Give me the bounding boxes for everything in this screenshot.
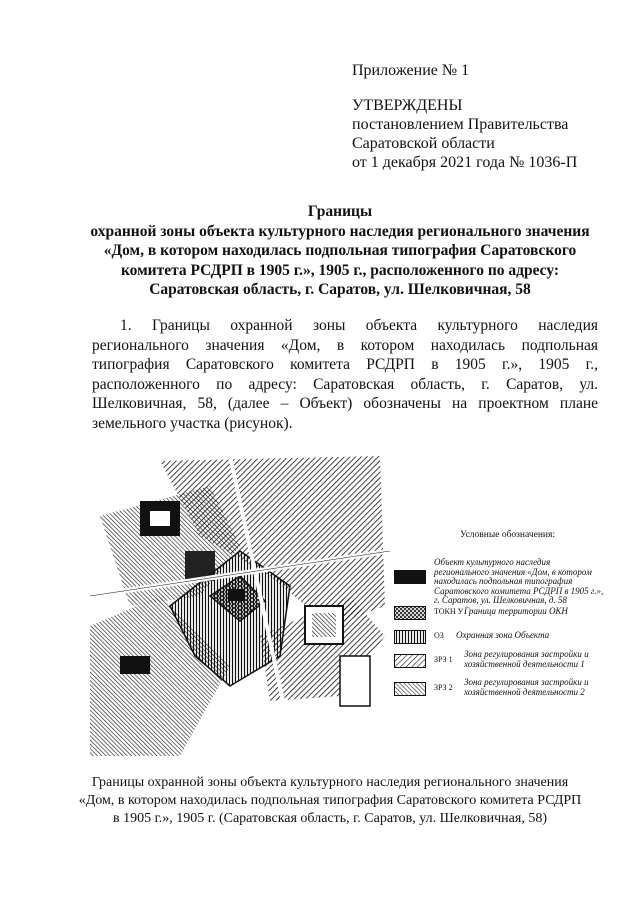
legend-code: ЗРЗ 2 (434, 683, 453, 692)
caption-line: в 1905 г.», 1905 г. (Саратовская область, г. Саратов, ул. Шелковичная, 58) (113, 811, 547, 826)
approval-line: УТВЕРЖДЕНЫ (352, 97, 463, 114)
title-line: комитета РСДРП в 1905 г.», 1905 г., расположенного по адресу: (120, 261, 560, 279)
paragraph-1: 1. Границы охранной зоны объекта культурного наследия регионального значения «Дом, в котором находилась подпольная типография Саратовского комитета РСДРП в 1905 г.», 1905 г., расположенного по адресу: Саратовская область, г. Саратов, ул. Шелковичная, 58, (далее – Объект) обозначены на проектном плане земельного участка (рисунок). (92, 317, 598, 432)
legend-swatch-cross (394, 606, 426, 620)
legend-label: Охранная зона Объекта (456, 630, 550, 640)
legend-swatch-diag2 (394, 682, 426, 696)
title-line: Границы (307, 203, 373, 220)
title-line: охранной зоны объекта культурного наследия регионального значения (90, 222, 590, 240)
legend-swatch-vertical (394, 630, 426, 644)
body-paragraph (92, 316, 598, 433)
appendix-label: Приложение № 1 (352, 62, 470, 79)
legend-code: ОЗ (434, 631, 444, 640)
legend-swatch-diag (394, 654, 426, 668)
building (120, 656, 150, 674)
site-plan-map (90, 456, 390, 756)
document-title (60, 202, 620, 300)
legend-label: Зона регулирования застройки и хозяйственной деятельности 2 (464, 677, 589, 697)
legend-code: ТОКН У (434, 607, 464, 616)
approval-line: Саратовской области (352, 135, 495, 152)
caption-line: «Дом, в котором находилась подпольная типография Саратовского комитета РСДРП (78, 793, 582, 808)
legend-code: ЗРЗ 1 (434, 655, 453, 664)
figure-caption (60, 774, 600, 828)
heritage-object (228, 589, 244, 601)
legend-label: Объект культурного наследия регионального значения «Дом, в котором находилась подпольная типография Саратовского комитета РСДРП в 1905 г.», г. Саратов, ул. Шелковичная, д. 58 (434, 557, 604, 605)
title-line: «Дом, в котором находилась подпольная типография Саратовского (103, 242, 577, 259)
building (340, 656, 370, 706)
approval-line: от 1 декабря 2021 года № 1036-П (352, 154, 578, 171)
title-line: Саратовская область, г. Саратов, ул. Шелковичная, 58 (149, 281, 531, 298)
legend-label: Граница территории ОКН (464, 606, 568, 616)
building-courtyard (150, 511, 170, 526)
approval-line: постановлением Правительства (352, 116, 569, 133)
legend-heading: Условные обозначения: (460, 530, 556, 540)
approval-block (352, 96, 577, 172)
map-legend (390, 528, 605, 708)
legend-label: Зона регулирования застройки и хозяйственной деятельности 1 (464, 649, 589, 669)
building-fill (312, 613, 336, 637)
caption-line: Границы охранной зоны объекта культурного наследия регионального значения (91, 775, 569, 790)
legend-swatch-solid (394, 570, 426, 584)
